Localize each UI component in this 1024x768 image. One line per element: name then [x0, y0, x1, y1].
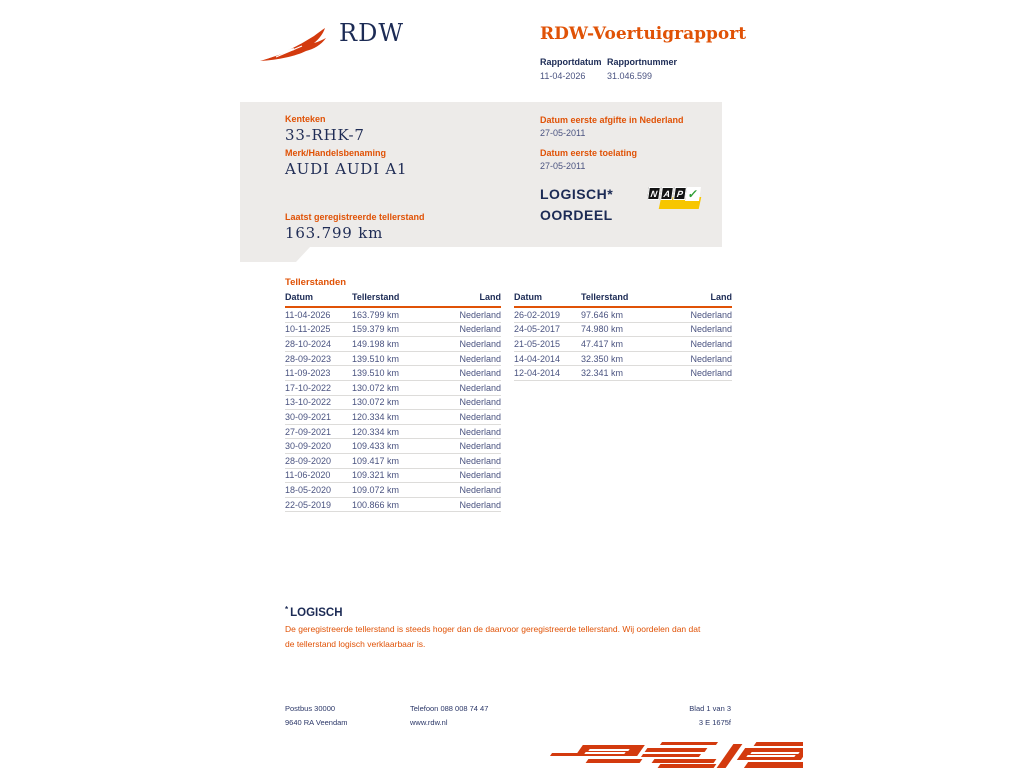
nap-checkmark-icon: ✓ — [686, 187, 700, 201]
col-header-land: Land — [710, 292, 732, 302]
cell-tellerstand: 100.866 km — [352, 499, 400, 510]
table-row — [285, 439, 501, 454]
merk-value: AUDI AUDI A1 — [285, 160, 408, 178]
summary-panel-tab — [240, 247, 310, 262]
cell-land: Nederland — [459, 397, 501, 408]
cell-datum: 27-09-2021 — [285, 426, 332, 437]
cell-datum: 13-10-2022 — [285, 397, 332, 408]
eerste-toelating-label: Datum eerste toelating — [540, 148, 638, 158]
table-row — [285, 337, 501, 352]
cell-tellerstand: 139.510 km — [352, 353, 400, 364]
table-row — [285, 366, 501, 381]
table-row — [514, 366, 732, 381]
cell-land: Nederland — [459, 499, 501, 510]
tellerstanden-tables — [285, 290, 732, 512]
merk-label: Merk/Handelsbenaming — [285, 148, 387, 158]
col-header-land: Land — [479, 292, 501, 302]
kenteken-label: Kenteken — [285, 114, 326, 124]
cell-datum: 22-05-2019 — [285, 499, 332, 510]
cell-land: Nederland — [459, 426, 501, 437]
col-header-datum: Datum — [285, 292, 314, 302]
cell-tellerstand: 109.433 km — [352, 441, 400, 452]
cell-datum: 28-09-2023 — [285, 353, 332, 364]
oordeel-line1: LOGISCH* — [540, 186, 614, 202]
table-row — [285, 308, 501, 323]
cell-tellerstand: 120.334 km — [352, 411, 400, 422]
eerste-afgifte-label: Datum eerste afgifte in Nederland — [540, 115, 684, 125]
rdw-wing-logo-icon — [258, 26, 328, 64]
cell-datum: 28-10-2024 — [285, 338, 332, 349]
cell-land: Nederland — [459, 324, 501, 335]
table-row — [514, 308, 732, 323]
oordeel-text — [540, 184, 613, 226]
cell-tellerstand: 130.072 km — [352, 397, 400, 408]
footer-page-number: Blad 1 van 3 — [689, 704, 731, 713]
cell-tellerstand: 139.510 km — [352, 368, 400, 379]
cell-tellerstand: 109.072 km — [352, 484, 400, 495]
tellerstanden-table-right — [514, 290, 732, 512]
cell-land: Nederland — [459, 309, 501, 320]
cell-datum: 24-05-2017 — [514, 324, 561, 335]
cell-tellerstand: 74.980 km — [581, 324, 624, 335]
table-row — [285, 469, 501, 484]
cell-datum: 21-05-2015 — [514, 338, 561, 349]
cell-land: Nederland — [459, 441, 501, 452]
col-header-datum: Datum — [514, 292, 543, 302]
cell-tellerstand: 120.334 km — [352, 426, 400, 437]
cell-tellerstand: 109.321 km — [352, 470, 400, 481]
oordeel-line2: OORDEEL — [540, 207, 613, 223]
eerste-toelating-value: 27-05-2011 — [540, 161, 586, 171]
cell-land: Nederland — [690, 309, 732, 320]
table-header — [285, 290, 501, 308]
cell-tellerstand: 47.417 km — [581, 338, 624, 349]
cell-land: Nederland — [459, 338, 501, 349]
table-row — [514, 352, 732, 367]
cell-tellerstand: 159.379 km — [352, 324, 400, 335]
cell-datum: 12-04-2014 — [514, 368, 561, 379]
table-body-right — [514, 308, 732, 381]
cell-tellerstand: 32.350 km — [581, 353, 624, 364]
report-date-value: 11-04-2026 — [540, 71, 586, 81]
footnote-asterisk: * — [285, 605, 289, 614]
footer-address — [285, 702, 348, 730]
table-row — [285, 425, 501, 440]
footnote-title — [285, 605, 343, 619]
table-row — [285, 323, 501, 338]
cell-datum: 14-04-2014 — [514, 353, 561, 364]
tellerstanden-table-left — [285, 290, 501, 512]
footer-phone: Telefoon 088 008 74 47 — [410, 704, 489, 713]
table-row — [285, 498, 501, 513]
cell-datum: 11-09-2023 — [285, 368, 331, 379]
laatste-tellerstand-label: Laatst geregistreerde tellerstand — [285, 212, 425, 222]
cell-land: Nederland — [690, 324, 732, 335]
cell-datum: 10-11-2025 — [285, 324, 331, 335]
page-title: RDW-Voertuigrapport — [540, 24, 747, 44]
cell-land: Nederland — [459, 484, 501, 495]
footer-website: www.rdw.nl — [410, 718, 448, 727]
cell-land: Nederland — [459, 411, 501, 422]
cell-land: Nederland — [690, 353, 732, 364]
col-header-tellerstand: Tellerstand — [352, 292, 400, 302]
cell-datum: 30-09-2020 — [285, 441, 332, 452]
wing-pattern-icon — [543, 741, 803, 768]
report-date-label: Rapportdatum — [540, 57, 602, 67]
cell-land: Nederland — [690, 338, 732, 349]
cell-tellerstand: 163.799 km — [352, 309, 400, 320]
cell-datum: 11-06-2020 — [285, 470, 331, 481]
cell-land: Nederland — [459, 353, 501, 364]
nap-letter-p: P — [673, 187, 687, 200]
table-row — [285, 454, 501, 469]
cell-land: Nederland — [459, 368, 501, 379]
table-row — [285, 352, 501, 367]
footer-doc-code: 3 E 1675f — [698, 718, 731, 727]
table-row — [285, 410, 501, 425]
cell-land: Nederland — [690, 368, 732, 379]
table-row — [285, 381, 501, 396]
report-date-block — [540, 57, 602, 81]
table-row — [514, 323, 732, 338]
cell-datum: 26-02-2019 — [514, 309, 561, 320]
tellerstanden-section-title: Tellerstanden — [285, 277, 347, 288]
table-body-left — [285, 308, 501, 512]
table-row — [285, 396, 501, 411]
table-header — [514, 290, 732, 308]
footer-address-line2: 9640 RA Veendam — [285, 718, 348, 727]
rdw-logo-text: RDW — [339, 19, 404, 47]
laatste-tellerstand-value: 163.799 km — [285, 224, 384, 242]
footer-page-info — [689, 702, 731, 730]
vehicle-summary-panel — [240, 102, 722, 247]
cell-tellerstand: 149.198 km — [352, 338, 400, 349]
cell-datum: 18-05-2020 — [285, 484, 332, 495]
footnote-text: De geregistreerde tellerstand is steeds hoger dan de daarvoor geregistreerde tellerstand. Wij oordelen dan dat de tellerstand logisch verklaarbaar is. — [285, 624, 701, 649]
nap-letter-n: N — [647, 187, 661, 200]
report-number-block — [607, 57, 677, 81]
cell-tellerstand: 97.646 km — [581, 309, 624, 320]
report-number-label: Rapportnummer — [607, 57, 678, 67]
nap-logo-icon — [648, 186, 700, 212]
cell-datum: 11-04-2026 — [285, 309, 331, 320]
footnote-title-text: LOGISCH — [290, 607, 343, 619]
cell-datum: 17-10-2022 — [285, 382, 332, 393]
cell-datum: 28-09-2020 — [285, 455, 332, 466]
cell-tellerstand: 32.341 km — [581, 368, 624, 379]
table-row — [285, 483, 501, 498]
cell-land: Nederland — [459, 382, 501, 393]
eerste-afgifte-value: 27-05-2011 — [540, 128, 586, 138]
cell-land: Nederland — [459, 470, 501, 481]
cell-tellerstand: 130.072 km — [352, 382, 400, 393]
cell-tellerstand: 109.417 km — [352, 455, 400, 466]
footer-address-line1: Postbus 30000 — [285, 704, 336, 713]
report-number-value: 31.046.599 — [607, 71, 653, 81]
cell-datum: 30-09-2021 — [285, 411, 332, 422]
table-row — [514, 337, 732, 352]
nap-letter-a: A — [660, 187, 674, 200]
col-header-tellerstand: Tellerstand — [581, 292, 629, 302]
kenteken-value: 33-RHK-7 — [285, 126, 365, 144]
cell-land: Nederland — [459, 455, 501, 466]
footer-contact — [410, 702, 488, 730]
